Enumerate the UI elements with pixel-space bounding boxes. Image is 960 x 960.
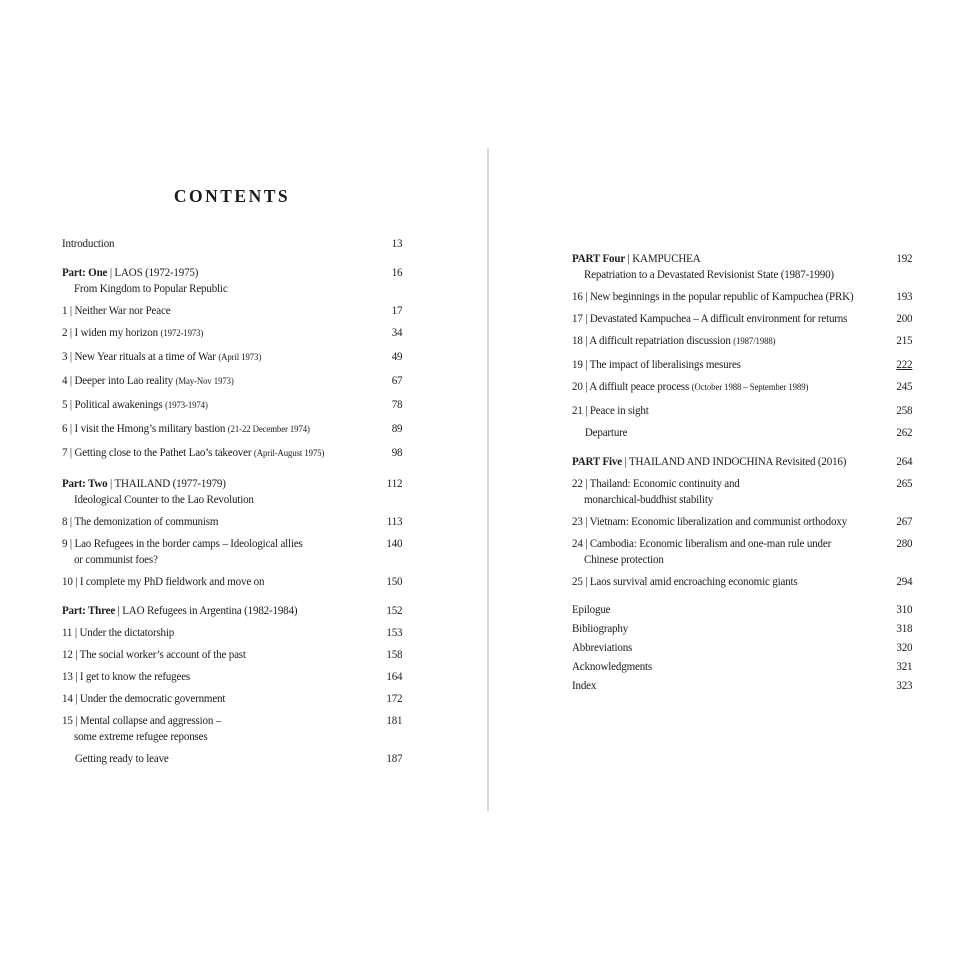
entry-row — [62, 625, 402, 640]
toc-entry — [62, 691, 402, 706]
toc-entry — [62, 349, 402, 366]
toc-entry — [572, 476, 912, 507]
entry-subtitle: From Kingdom to Popular Republic — [73, 281, 228, 295]
toc-entry — [572, 357, 912, 372]
entry-date-note: (April 1973) — [218, 353, 262, 363]
toc-entry — [62, 514, 402, 529]
entry-title — [62, 713, 386, 728]
entry-row — [62, 669, 402, 684]
entry-text: 4 | Deeper into Lao reality — [62, 373, 176, 387]
entry-row — [62, 603, 402, 618]
entry-page-number: 153 — [386, 625, 403, 639]
column-divider — [487, 148, 489, 811]
toc-entry — [62, 421, 402, 438]
entry-title — [572, 659, 896, 674]
entry-title — [62, 349, 392, 366]
entry-text: 23 | Vietnam: Economic liberalization and communist orthodoxy — [572, 514, 847, 528]
toc-entry — [62, 303, 402, 318]
toc-entry — [62, 669, 402, 684]
entry-row — [572, 403, 912, 418]
entry-part-label: Part: Three — [62, 603, 116, 617]
entry-text: 6 | I visit the Hmong’s military bastion — [62, 421, 228, 435]
entry-page-number: 200 — [896, 311, 913, 325]
toc-column-right — [572, 237, 912, 693]
entry-page-number: 193 — [896, 289, 913, 303]
entry-row — [62, 349, 402, 366]
toc-entry — [62, 476, 402, 507]
entry-row — [572, 659, 912, 674]
entry-page-number: 222 — [896, 357, 913, 371]
entry-row — [572, 476, 912, 491]
entry-row — [62, 713, 402, 728]
toc-entry — [572, 454, 912, 469]
entry-row — [62, 514, 402, 529]
entry-page-number: 113 — [386, 514, 403, 528]
entry-subtitle: Ideological Counter to the Lao Revolution — [73, 492, 254, 506]
entry-title — [572, 379, 896, 396]
entry-row — [62, 647, 402, 662]
toc-entry — [572, 514, 912, 529]
entry-text: Epilogue — [572, 602, 611, 616]
entry-text: 8 | The demonization of communism — [62, 514, 219, 528]
entry-title — [62, 625, 386, 640]
entry-text: | THAILAND (1977-1979) — [107, 476, 226, 490]
entry-text: 15 | Mental collapse and aggression – — [62, 713, 222, 727]
entry-text: Acknowledgments — [572, 659, 653, 673]
entry-page-number: 320 — [896, 640, 913, 654]
entry-subtitle: some extreme refugee reponses — [73, 729, 208, 743]
entry-page-number: 17 — [391, 303, 403, 317]
entry-row — [62, 265, 402, 280]
entry-text: 9 | Lao Refugees in the border camps – Ideological allies — [62, 536, 303, 550]
toc-entry — [62, 574, 402, 589]
entry-row — [572, 311, 912, 326]
entry-page-number: 13 — [391, 236, 403, 250]
entry-page-number: 158 — [386, 647, 403, 661]
toc-entry — [572, 333, 912, 350]
entry-row — [572, 640, 912, 655]
entry-date-note: (1972-1973) — [160, 329, 204, 339]
entry-text: 13 | I get to know the refugees — [62, 669, 191, 683]
entry-row — [572, 379, 912, 396]
entry-row — [62, 536, 402, 551]
entry-row — [572, 602, 912, 617]
entry-title — [572, 454, 896, 469]
entry-page-number: 192 — [896, 251, 913, 265]
entry-title — [62, 536, 386, 551]
entry-part-label: Part: One — [62, 265, 108, 279]
entry-page-number: 181 — [386, 713, 403, 727]
entry-row — [62, 691, 402, 706]
entry-date-note: (1973-1974) — [165, 401, 208, 411]
entry-date-note: (April-August 1975) — [253, 449, 325, 459]
toc-entry — [572, 678, 912, 693]
entry-title — [572, 476, 896, 491]
entry-page-number: 150 — [386, 574, 403, 588]
entry-text: | THAILAND AND INDOCHINA Revisited (2016) — [621, 454, 847, 468]
entry-page-number: 294 — [896, 574, 913, 588]
page-title: CONTENTS — [173, 185, 291, 206]
entry-page-number: 49 — [391, 349, 403, 363]
entry-title — [62, 669, 386, 684]
entry-title — [62, 421, 392, 438]
entry-text: 10 | I complete my PhD fieldwork and move on — [62, 574, 265, 588]
entry-page-number: 89 — [391, 421, 403, 435]
entry-row — [572, 678, 912, 693]
entry-row — [572, 574, 912, 589]
entry-text: 16 | New beginnings in the popular republic of Kampuchea (PRK) — [572, 289, 854, 303]
entry-title — [572, 514, 896, 529]
entry-title — [62, 647, 386, 662]
toc-entry — [572, 536, 912, 567]
entry-text: 18 | A difficult repatriation discussion — [572, 333, 734, 347]
entry-title — [572, 574, 896, 589]
toc-entry — [572, 602, 912, 617]
entry-row — [62, 397, 402, 414]
entry-page-number: 215 — [896, 333, 913, 347]
entry-title — [62, 265, 392, 280]
entry-text: 20 | A diffiult peace process — [572, 379, 692, 393]
entry-title — [62, 325, 392, 342]
entry-text: 22 | Thailand: Economic continuity and — [572, 476, 740, 490]
toc-entry — [572, 311, 912, 326]
entry-text: 3 | New Year rituals at a time of War — [62, 349, 219, 363]
toc-entry — [62, 265, 402, 296]
entry-text: 12 | The social worker’s account of the past — [62, 647, 246, 661]
entry-title — [572, 357, 896, 372]
entry-title — [62, 236, 392, 251]
entry-row — [572, 357, 912, 372]
toc-entry — [572, 251, 912, 282]
entry-page-number: 98 — [391, 445, 403, 459]
entry-subtitle: monarchical-buddhist stability — [583, 492, 714, 506]
entry-date-note: (October 1988 – September 1989) — [691, 383, 809, 393]
entry-row — [572, 536, 912, 551]
entry-date-note: (21-22 December 1974) — [227, 425, 310, 435]
entry-text: Bibliography — [572, 621, 629, 635]
entry-part-label: PART Five — [572, 454, 622, 468]
toc-entry — [572, 640, 912, 655]
entry-part-label: Part: Two — [62, 476, 108, 490]
entry-row — [572, 454, 912, 469]
toc-entry — [572, 379, 912, 396]
entry-page-number: 310 — [896, 602, 913, 616]
entry-text: 7 | Getting close to the Pathet Lao’s takeover — [62, 445, 254, 459]
entry-row — [62, 421, 402, 438]
entry-page-number: 267 — [896, 514, 913, 528]
entry-row — [572, 251, 912, 266]
entry-page-number: 78 — [391, 397, 403, 411]
entry-text: Abbreviations — [572, 640, 633, 654]
entry-row — [62, 303, 402, 318]
entry-page-number: 34 — [391, 325, 403, 339]
entry-text: | KAMPUCHEA — [625, 251, 701, 265]
toc-entry — [572, 289, 912, 304]
entry-title — [572, 621, 896, 636]
entry-title — [572, 289, 896, 304]
entry-page-number: 258 — [896, 403, 913, 417]
entry-title — [62, 445, 392, 462]
toc-entry — [572, 621, 912, 636]
toc-entry — [62, 625, 402, 640]
entry-row — [62, 445, 402, 462]
entry-text: 21 | Peace in sight — [572, 403, 649, 417]
entry-text: 14 | Under the democratic government — [62, 691, 226, 705]
entry-page-number: 318 — [896, 621, 913, 635]
entry-text: 25 | Laos survival amid encroaching economic giants — [572, 574, 798, 588]
entry-text: | LAO Refugees in Argentina (1982-1984) — [115, 603, 298, 617]
entry-title — [572, 425, 896, 440]
entry-row — [572, 514, 912, 529]
toc-entry — [62, 325, 402, 342]
toc-entry — [62, 751, 402, 766]
entry-text: 19 | The impact of liberalisings mesures — [572, 357, 741, 371]
entry-page-number: 164 — [386, 669, 403, 683]
toc-entry — [62, 445, 402, 462]
entry-page-number: 67 — [391, 373, 403, 387]
entry-page-number: 245 — [896, 379, 913, 393]
entry-date-note: (May-Nov 1973) — [175, 377, 234, 387]
entry-title — [62, 476, 387, 491]
entry-title — [572, 640, 896, 655]
entry-page-number: 280 — [896, 536, 913, 550]
entry-title — [572, 602, 896, 617]
entry-text: Introduction — [62, 236, 115, 250]
entry-title — [62, 373, 392, 390]
entry-row — [572, 425, 912, 440]
entry-row — [572, 289, 912, 304]
entry-title — [62, 574, 386, 589]
entry-page-number: 262 — [896, 425, 913, 439]
entry-row — [62, 476, 402, 491]
entry-title — [572, 311, 896, 326]
entry-text: Index — [572, 678, 597, 692]
entry-title — [62, 691, 386, 706]
entry-subtitle: Chinese protection — [583, 552, 664, 566]
entry-page-number: 152 — [386, 603, 403, 617]
entry-title — [62, 303, 392, 318]
entry-text: Getting ready to leave — [74, 751, 169, 765]
entry-subtitle: Repatriation to a Devastated Revisionist State (1987-1990) — [583, 267, 834, 281]
toc-entry — [572, 403, 912, 418]
toc-entry — [572, 574, 912, 589]
toc-entry — [62, 373, 402, 390]
entry-page-number: 16 — [391, 265, 403, 279]
entry-date-note: (1987/1988) — [733, 337, 776, 347]
entry-text: 2 | I widen my horizon — [62, 325, 161, 339]
toc-entry — [572, 425, 912, 440]
toc-entry — [62, 536, 402, 567]
entry-page-number: 264 — [896, 454, 913, 468]
entry-title — [62, 603, 386, 618]
entry-text: | LAOS (1972-1975) — [107, 265, 199, 279]
entry-row — [62, 236, 402, 251]
entry-text: 1 | Neither War nor Peace — [62, 303, 171, 317]
entry-title — [572, 678, 896, 693]
entry-row — [62, 751, 402, 766]
toc-column-left — [62, 236, 402, 766]
entry-text: Departure — [584, 425, 628, 439]
entry-part-label: PART Four — [572, 251, 626, 265]
entry-title — [62, 514, 387, 529]
entry-title — [62, 397, 392, 414]
entry-title — [62, 751, 386, 766]
entry-row — [62, 373, 402, 390]
entry-title — [572, 536, 896, 551]
toc-entry — [62, 647, 402, 662]
entry-row — [572, 621, 912, 636]
entry-text: 5 | Political awakenings — [62, 397, 166, 411]
toc-entry — [62, 603, 402, 618]
entry-title — [572, 333, 896, 350]
entry-page-number: 265 — [896, 476, 913, 490]
entry-page-number: 172 — [386, 691, 403, 705]
toc-entry — [62, 236, 402, 251]
entry-title — [572, 403, 896, 418]
entry-page-number: 140 — [386, 536, 403, 550]
toc-entry — [62, 713, 402, 744]
entry-title — [572, 251, 896, 266]
toc-entry — [572, 659, 912, 674]
entry-row — [572, 333, 912, 350]
entry-row — [62, 325, 402, 342]
entry-subtitle: or communist foes? — [73, 552, 158, 566]
toc-entry — [62, 397, 402, 414]
entry-text: 17 | Devastated Kampuchea – A difficult environment for returns — [572, 311, 848, 325]
entry-text: 24 | Cambodia: Economic liberalism and one-man rule under — [572, 536, 832, 550]
entry-row — [62, 574, 402, 589]
entry-page-number: 321 — [896, 659, 913, 673]
entry-page-number: 323 — [896, 678, 913, 692]
entry-page-number: 112 — [386, 476, 403, 490]
entry-text: 11 | Under the dictatorship — [62, 625, 175, 639]
entry-page-number: 187 — [386, 751, 403, 765]
